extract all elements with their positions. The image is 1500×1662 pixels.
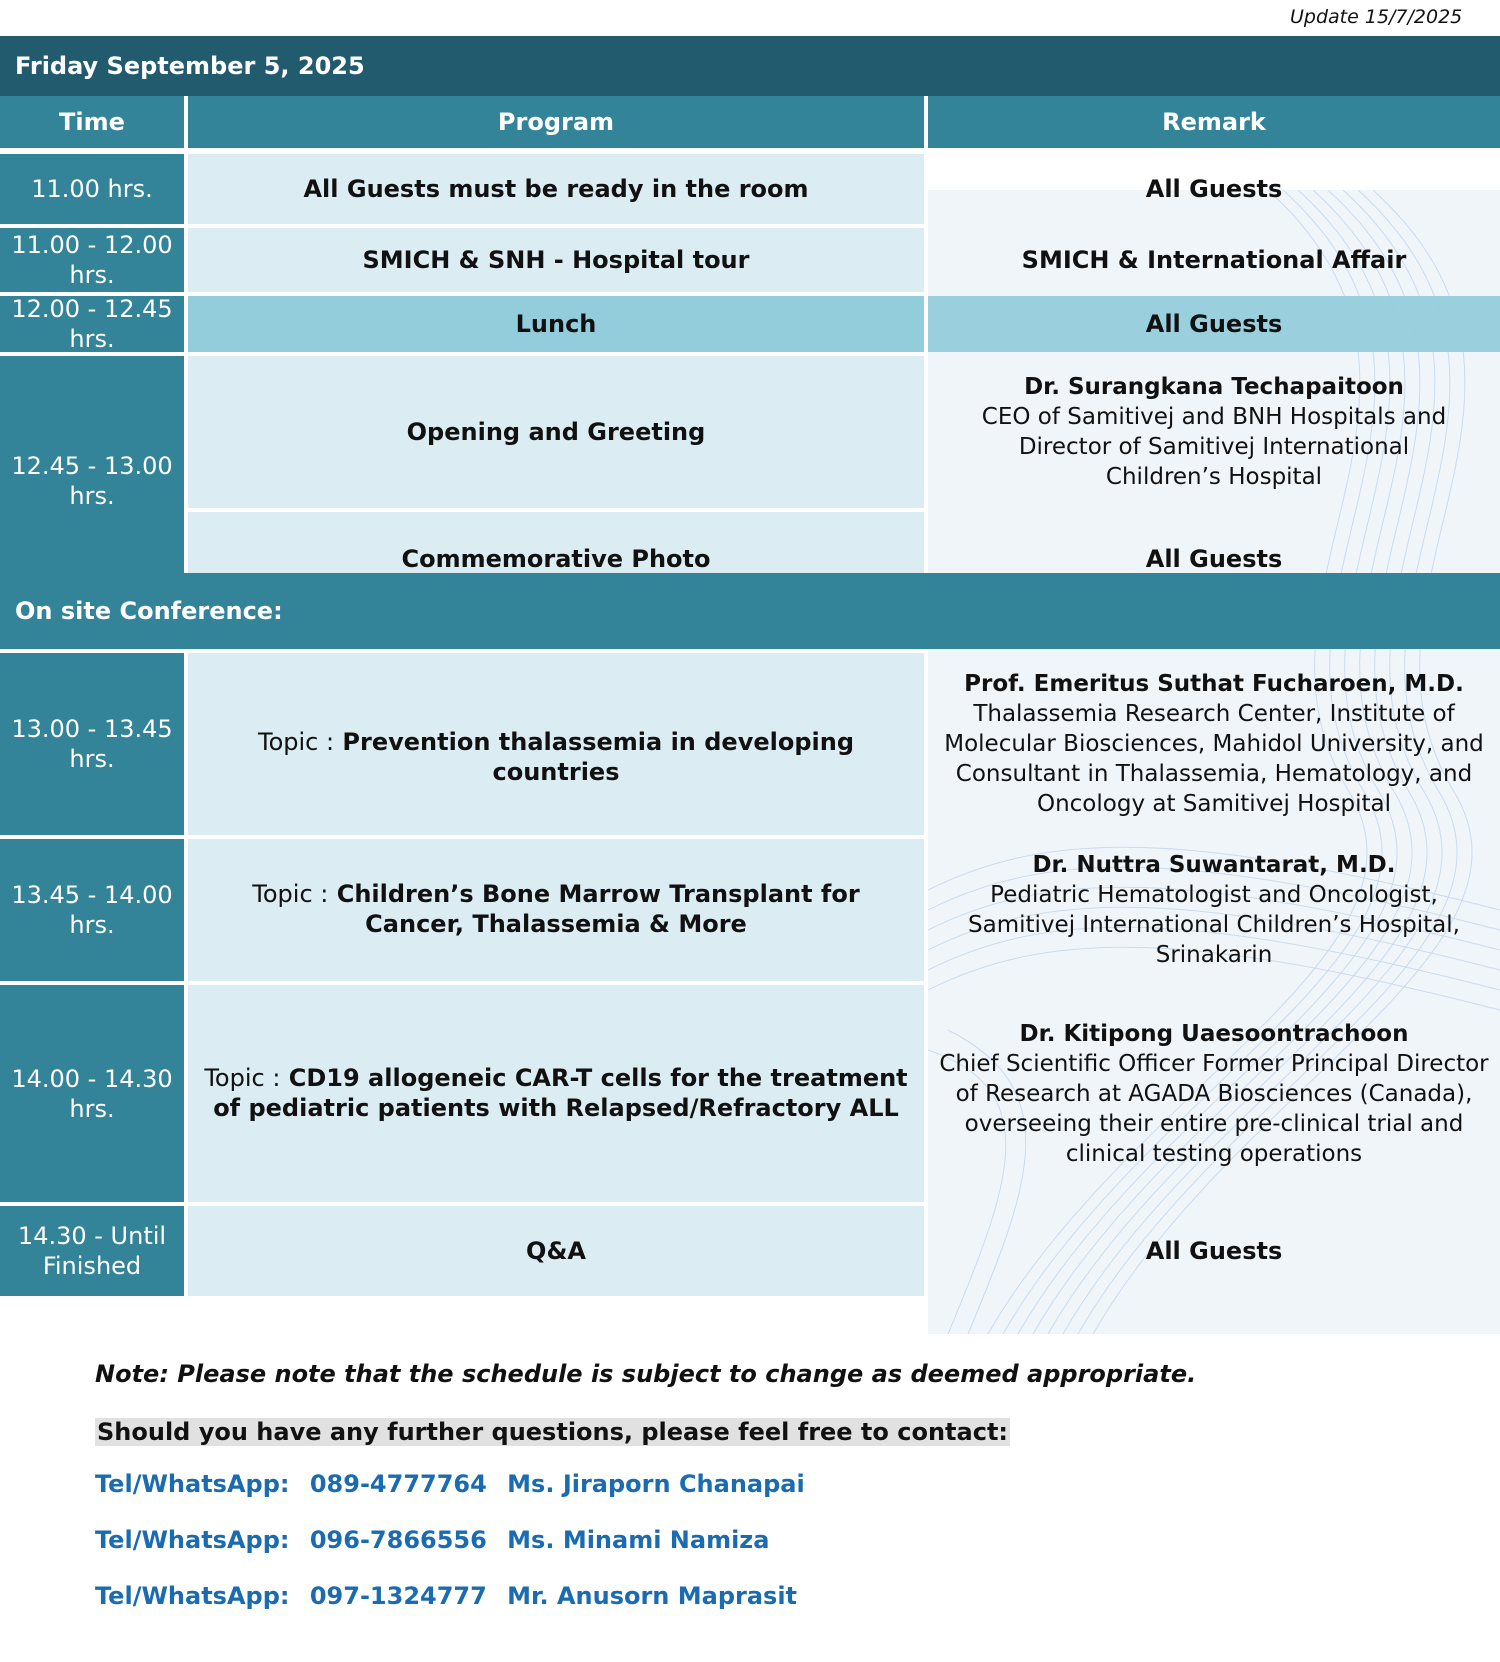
program-cell-lunch: Lunch	[188, 296, 924, 352]
remark-cell: SMICH & International Affair	[1021, 246, 1407, 274]
time-cell: 13.00 - 13.45 hrs.	[0, 653, 184, 835]
speaker-name: Dr. Kitipong Uaesoontrachoon	[1019, 1020, 1409, 1047]
notes-block	[95, 1360, 1196, 1638]
remark-cell: All Guests	[1145, 544, 1283, 573]
program-cell	[188, 653, 924, 835]
header-remark: Remark	[928, 96, 1500, 148]
remark-cell	[928, 839, 1500, 981]
remark-cell	[928, 653, 1500, 835]
topic-prefix: Topic :	[204, 1064, 281, 1092]
topic-title: Children’s Bone Marrow Transplant for Cancer, Thalassemia & More	[336, 880, 860, 938]
program-cell	[188, 985, 924, 1202]
contact-phone[interactable]: 096-7866556	[309, 1526, 487, 1554]
speaker-detail: Chief Scientific Officer Former Principal Director of Research at AGADA Biosciences (Canada), overseeing their entire pre-clinical trial and clinical testing operations	[939, 1050, 1489, 1167]
header-program: Program	[188, 96, 924, 148]
schedule-note: Note: Please note that the schedule is subject to change as deemed appropriate.	[95, 1360, 1197, 1388]
program-cell: SMICH & SNH - Hospital tour	[188, 228, 924, 292]
contact-name: Mr. Anusorn Maprasit	[507, 1582, 798, 1610]
time-cell: 12.00 - 12.45 hrs.	[0, 296, 184, 352]
contact-label: Tel/WhatsApp:	[95, 1582, 290, 1610]
topic-prefix: Topic :	[252, 880, 329, 908]
contact-phone[interactable]: 089-4777764	[309, 1470, 487, 1498]
speaker-name: Prof. Emeritus Suthat Fucharoen, M.D.	[964, 671, 1464, 697]
topic-prefix: Topic :	[257, 728, 335, 756]
contact-intro: Should you have any further questions, please feel free to contact:	[97, 1418, 1009, 1446]
speaker-detail: CEO of Samitivej and BNH Hospitals and Director of Samitivej International Children’s Hospital	[981, 404, 1447, 490]
day-title: Friday September 5, 2025	[0, 36, 1500, 96]
time-cell: 11.00 hrs.	[0, 154, 184, 224]
topic-title: Prevention thalassemia in developing countries	[342, 728, 855, 786]
contact-label: Tel/WhatsApp:	[95, 1470, 290, 1498]
program-cell: Q&A	[188, 1206, 924, 1296]
remark-cell: All Guests	[1145, 175, 1283, 203]
contact-line	[95, 1526, 1196, 1554]
topic-title: CD19 allogeneic CAR-T cells for the treatment of pediatric patients with Relapsed/Refractory ALL	[213, 1064, 908, 1122]
contact-label: Tel/WhatsApp:	[95, 1526, 290, 1554]
program-cell: Commemorative Photo	[188, 512, 924, 605]
contact-name: Ms. Minami Namiza	[507, 1526, 770, 1554]
speaker-detail: Pediatric Hematologist and Oncologist, Samitivej International Children’s Hospital, Srinakarin	[968, 882, 1460, 968]
header-time: Time	[0, 96, 184, 148]
remark-cell: All Guests	[928, 296, 1500, 352]
time-cell: 12.45 - 13.00 hrs.	[0, 356, 184, 605]
time-cell: 11.00 - 12.00 hrs.	[0, 228, 184, 292]
speaker-detail: Thalassemia Research Center, Institute of Molecular Biosciences, Mahidol University, and Consultant in Thalassemia, Hematology, and Oncology at Samitivej Hospital	[944, 701, 1484, 817]
time-cell: 14.30 - Until Finished	[0, 1206, 184, 1296]
contact-line	[95, 1582, 1196, 1610]
program-cell: Opening and Greeting	[188, 356, 924, 508]
schedule-table	[0, 36, 1500, 1334]
contact-name: Ms. Jiraporn Chanapai	[507, 1470, 805, 1498]
speaker-name: Dr. Nuttra Suwantarat, M.D.	[1032, 852, 1396, 878]
time-cell: 13.45 - 14.00 hrs.	[0, 839, 184, 981]
speaker-name: Dr. Surangkana Techapaitoon	[1024, 374, 1404, 400]
contact-line	[95, 1470, 1196, 1498]
program-cell	[188, 839, 924, 981]
remark-cell: All Guests	[1145, 1237, 1283, 1265]
remark-cell	[928, 356, 1500, 508]
remark-cell	[928, 985, 1500, 1202]
section-title: On site Conference:	[0, 573, 1500, 649]
time-cell: 14.00 - 14.30 hrs.	[0, 985, 184, 1202]
contact-phone[interactable]: 097-1324777	[309, 1582, 487, 1610]
program-cell: All Guests must be ready in the room	[188, 154, 924, 224]
update-date: Update 15/7/2025	[1290, 6, 1463, 28]
